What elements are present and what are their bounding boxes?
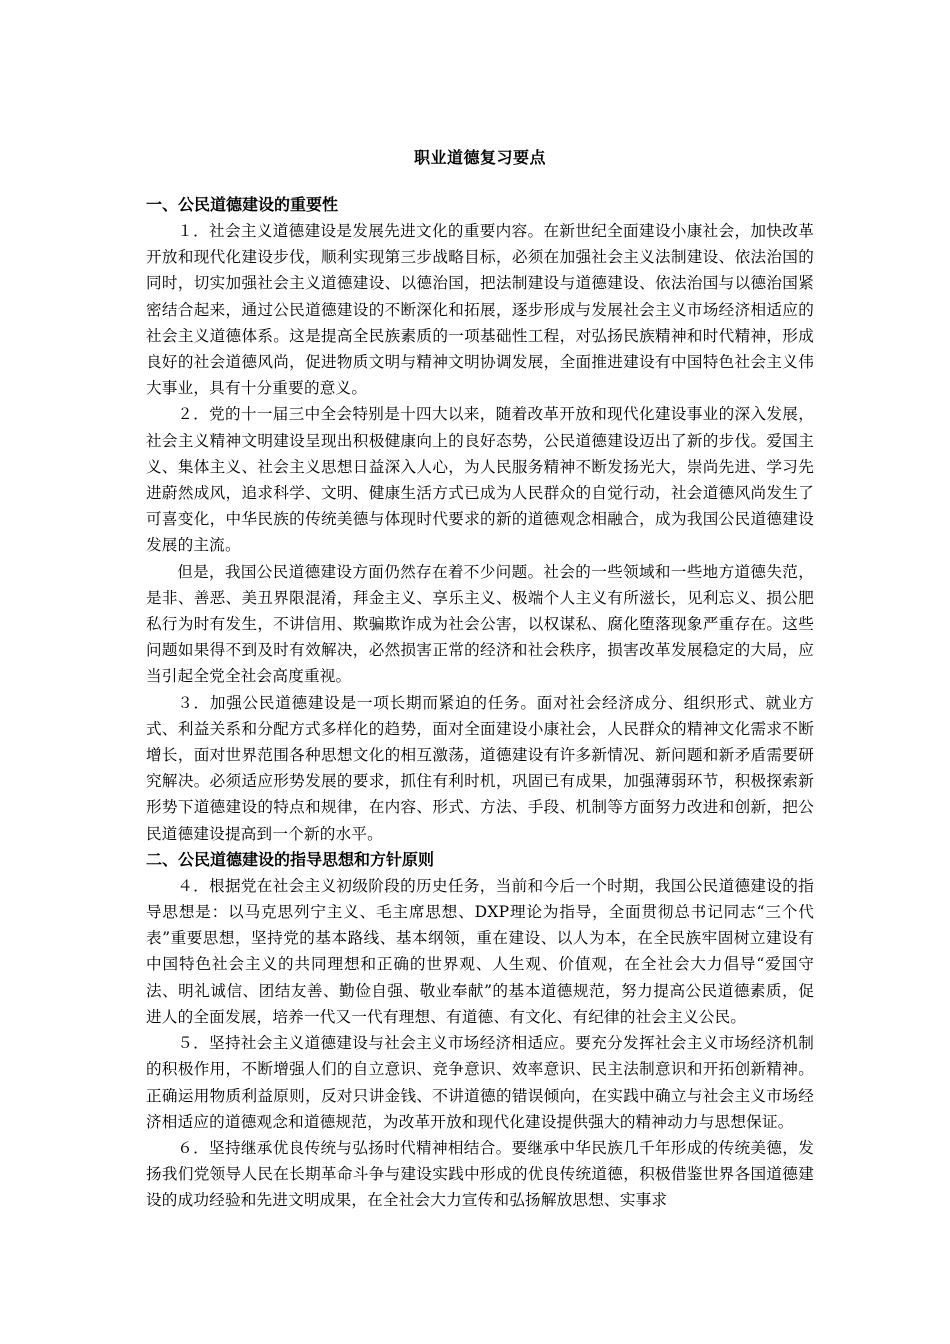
paragraph-2-continued: 但是，我国公民道德建设方面仍然存在着不少问题。社会的一些领域和一些地方道德失范，是非、善恶、美丑界限混淆，拜金主义、享乐主义、极端个人主义有所滋长，见利忘义、损公肥私行为时有发生，不讲信用、欺骗欺诈成为社会公害，以权谋私、腐化堕落现象严重存在。这些问题如果得不到及时有效解决，必然损害正常的经济和社会秩序，损害改革发展稳定的大局，应当引起全党全社会高度重视。 [146,562,814,686]
paragraph-5: ５．坚持社会主义道德建设与社会主义市场经济相适应。要充分发挥社会主义市场经济机制的积极作用，不断增强人们的自立意识、竞争意识、效率意识、民主法制意识和开拓创新精神。正确运用物质利益原则，反对只讲金钱、不讲道德的错误倾向，在实践中确立与社会主义市场经济相适应的道德观念和道德规范，为改革开放和现代化建设提供强大的精神动力与思想保证。 [146,1034,814,1131]
document-page [146,146,814,1214]
section-heading-guiding-principles: 二、公民道德建设的指导思想和方针原则 [146,849,435,869]
document-title: 职业道德复习要点 [413,148,546,167]
paragraph-1: １．社会主义道德建设是发展先进文化的重要内容。在新世纪全面建设小康社会，加快改革开放和现代化建设步伐，顺利实现第三步战略目标，必须在加强社会主义法制建设、依法治国的同时，切实加强社会主义道德建设、以德治国，把法制建设与道德建设、依法治国与以德治国紧密结合起来，通过公民道德建设的不断深化和拓展，逐步形成与发展社会主义市场经济相适应的社会主义道德体系。这是提高全民族素质的一项基础性工程，对弘扬民族精神和时代精神，形成良好的社会道德风尚，促进物质文明与精神文明协调发展，全面推进建设有中国特色社会主义伟大事业，具有十分重要的意义。 [146,222,814,398]
section-heading-importance: 一、公民道德建设的重要性 [146,195,339,214]
paragraph-4: ４．根据党在社会主义初级阶段的历史任务，当前和今后一个时期，我国公民道德建设的指导思想是：以马克思列宁主义、毛主席思想、DXP理论为指导，全面贯彻总书记同志“三个代表”重要思想，坚持党的基本路线、基本纲领，重在建设、以人为本，在全民族牢固树立建设有中国特色社会主义的共同理想和正确的世界观、人生观、价值观，在全社会大力倡导“爱国守法、明礼诚信、团结友善、勤俭自强、敬业奉献”的基本道德规范，努力提高公民道德素质，促进人的全面发展，培养一代又一代有理想、有道德、有文化、有纪律的社会主义公民。 [146,876,814,1026]
paragraph-6: ６．坚持继承优良传统与弘扬时代精神相结合。要继承中华民族几千年形成的传统美德，发扬我们党领导人民在长期革命斗争与建设实践中形成的优良传统道德，积极借鉴世界各国道德建设的成功经验和先进文明成果，在全社会大力宣传和弘扬解放思想、实事求 [146,1138,814,1210]
paragraph-3: ３．加强公民道德建设是一项长期而紧迫的任务。面对社会经济成分、组织形式、就业方式、利益关系和分配方式多样化的趋势，面对全面建设小康社会，人民群众的精神文化需求不断增长，面对世界范围各种思想文化的相互激荡，道德建设有许多新情况、新问题和新矛盾需要研究解决。必须适应形势发展的要求，抓住有利时机，巩固已有成果，加强薄弱环节，积极探索新形势下道德建设的特点和规律，在内容、形式、方法、手段、机制等方面努力改进和创新，把公民道德建设提高到一个新的水平。 [146,693,814,843]
paragraph-2: ２．党的十一届三中全会特别是十四大以来，随着改革开放和现代化建设事业的深入发展，社会主义精神文明建设呈现出积极健康向上的良好态势，公民道德建设迈出了新的步伐。爱国主义、集体主义、社会主义思想日益深入人心，为人民服务精神不断发扬光大，崇尚先进、学习先进蔚然成风，追求科学、文明、健康生活方式已成为人民群众的自觉行动，社会道德风尚发生了可喜变化，中华民族的传统美德与体现时代要求的新的道德观念相融合，成为我国公民道德建设发展的主流。 [146,405,814,555]
